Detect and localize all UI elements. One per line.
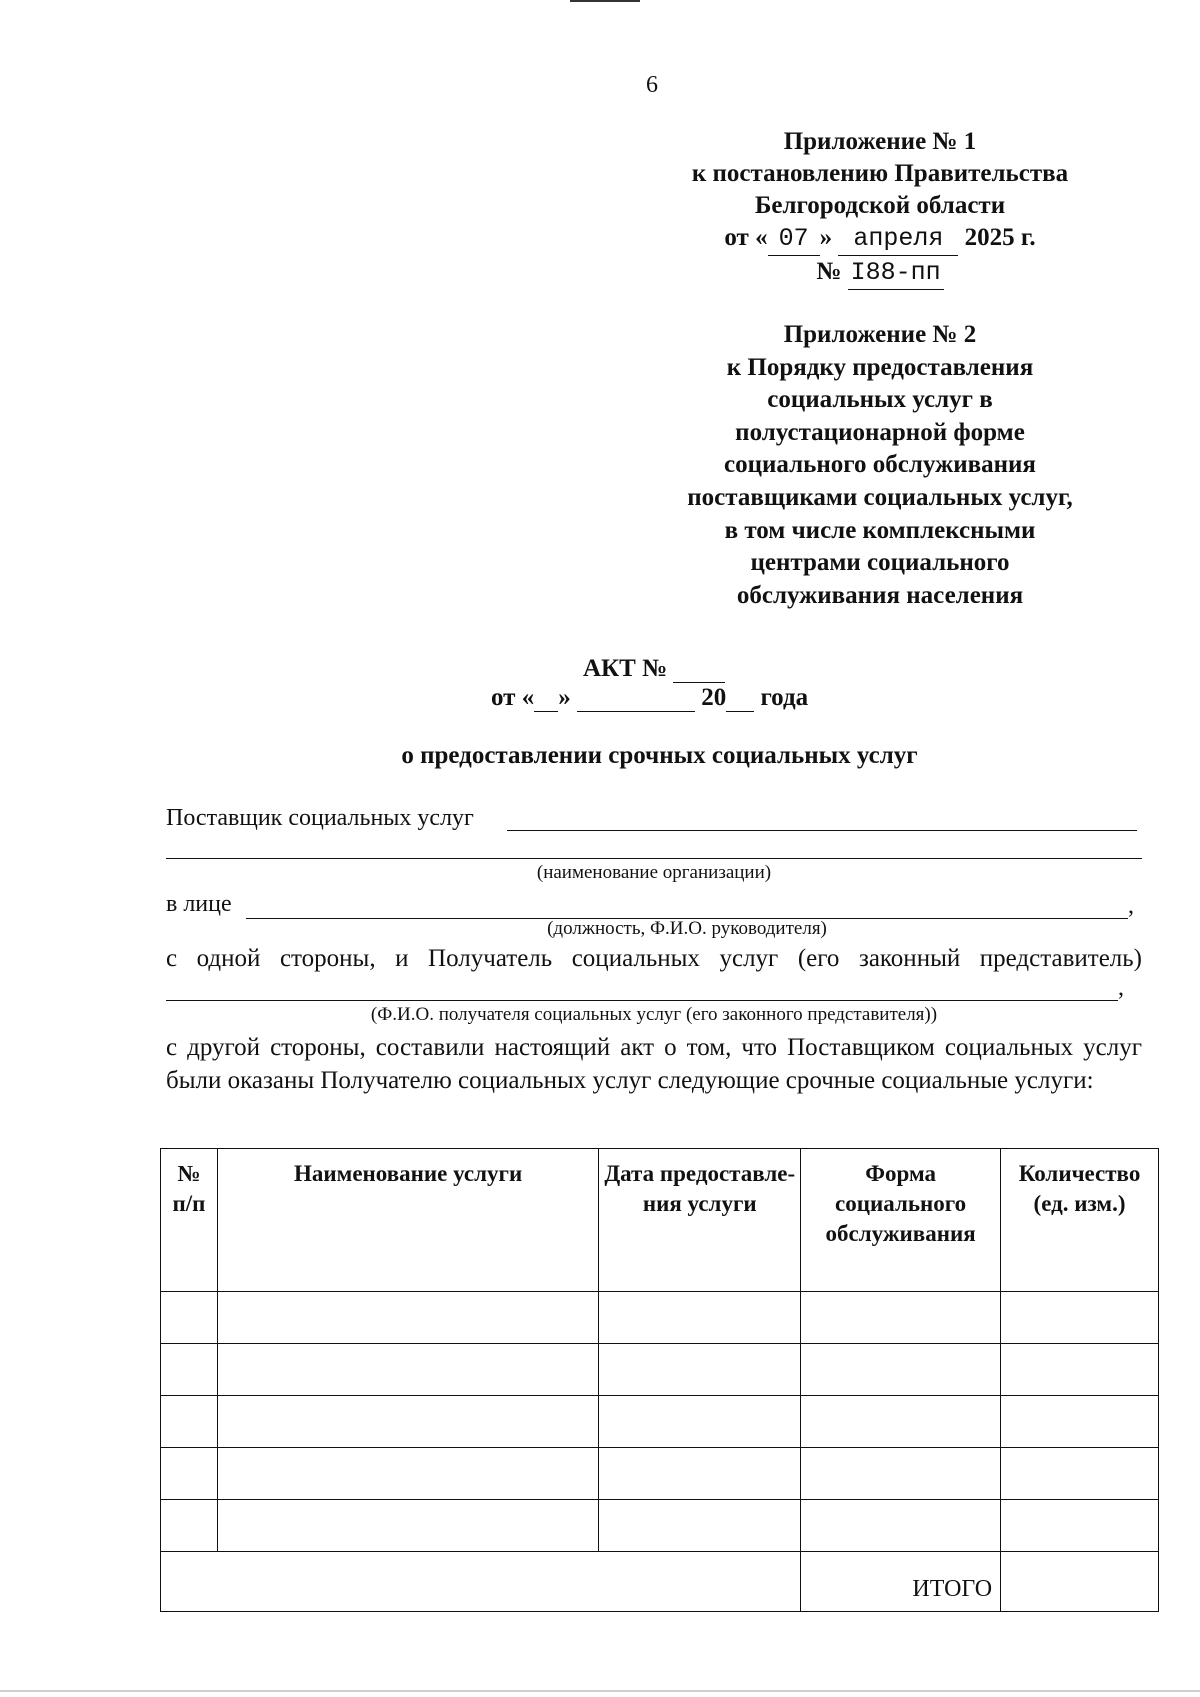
annex1-date-year: 2025 г. bbox=[964, 224, 1036, 251]
header-form: Форма социального обслуживания bbox=[801, 1149, 1001, 1292]
table-cell[interactable] bbox=[1001, 1292, 1159, 1344]
services-table bbox=[160, 1148, 1159, 1612]
act-subject: о предоставлении срочных социальных услуг bbox=[401, 742, 918, 769]
table-cell[interactable] bbox=[161, 1448, 218, 1500]
table-cell[interactable] bbox=[1001, 1396, 1159, 1448]
act-title-text: АКТ № bbox=[583, 655, 668, 682]
table-cell[interactable] bbox=[217, 1448, 598, 1500]
header-number: № п/п bbox=[161, 1149, 218, 1292]
table-cell[interactable] bbox=[801, 1396, 1001, 1448]
act-date-mid: » bbox=[558, 684, 571, 711]
annex2-line: поставщиками социальных услуг, bbox=[687, 483, 1073, 511]
org-caption: (наименование организации) bbox=[536, 862, 772, 883]
recipient-field-line bbox=[166, 970, 1118, 1001]
annex1-line3: Белгородской области bbox=[754, 192, 1006, 219]
table-cell[interactable] bbox=[217, 1292, 598, 1344]
table-cell[interactable] bbox=[1001, 1344, 1159, 1396]
annex2-block bbox=[640, 319, 1120, 612]
provider-field-line bbox=[507, 800, 1137, 831]
annex1-date-day: 07 bbox=[768, 223, 820, 256]
provider-label: Поставщик социальных услуг bbox=[166, 805, 474, 831]
table-cell[interactable] bbox=[801, 1500, 1001, 1552]
total-value-cell[interactable] bbox=[1001, 1552, 1159, 1612]
provider-field-line-2 bbox=[166, 830, 1142, 859]
person-field-line bbox=[246, 888, 1128, 919]
total-label: ИТОГО bbox=[801, 1552, 1001, 1612]
table-cell[interactable] bbox=[599, 1396, 801, 1448]
one-side-text: с одной стороны, и Получатель социальных услуг (его законный представитель) bbox=[166, 945, 1142, 972]
table-cell[interactable] bbox=[599, 1344, 801, 1396]
annex2-line: к Порядку предоставления bbox=[726, 353, 1034, 381]
annex2-line: в том числе комплексными bbox=[724, 516, 1036, 544]
annex1-number-prefix: № bbox=[816, 258, 842, 285]
annex2-line: Приложение № 2 bbox=[783, 321, 977, 348]
annex1-block bbox=[640, 126, 1120, 290]
annex1-line1: Приложение № 1 bbox=[783, 128, 977, 155]
annex2-line: полустационарной форме bbox=[735, 418, 1025, 446]
person-label: в лице bbox=[166, 891, 232, 917]
table-row bbox=[161, 1396, 1159, 1448]
table-row bbox=[161, 1292, 1159, 1344]
total-spacer-cell bbox=[161, 1552, 801, 1612]
act-date-prefix: от « bbox=[491, 684, 535, 711]
table-row bbox=[161, 1500, 1159, 1552]
act-date-year: 20 bbox=[701, 684, 727, 711]
table-cell[interactable] bbox=[217, 1344, 598, 1396]
table-row bbox=[161, 1344, 1159, 1396]
table-cell[interactable] bbox=[801, 1448, 1001, 1500]
table-cell[interactable] bbox=[801, 1292, 1001, 1344]
other-side-text: с другой стороны, составили настоящий акт о том, что Поставщиком социальных услуг были оказаны Получателю социальных услуг следующие срочные социальные услуги: bbox=[166, 1034, 1142, 1094]
page-number: 6 bbox=[646, 72, 658, 98]
recipient-comma: , bbox=[1118, 975, 1124, 1001]
scan-edge-line bbox=[0, 1690, 1200, 1692]
header-quantity: Количество (ед. изм.) bbox=[1001, 1149, 1159, 1292]
table-cell[interactable] bbox=[1001, 1500, 1159, 1552]
annex2-line: социального обслуживания bbox=[724, 451, 1036, 479]
annex2-line: центрами социального bbox=[750, 549, 1010, 577]
act-day-blank bbox=[534, 689, 558, 712]
act-number-blank bbox=[673, 660, 725, 683]
annex2-line: социальных услуг в bbox=[767, 386, 993, 414]
table-cell[interactable] bbox=[217, 1500, 598, 1552]
table-row bbox=[161, 1448, 1159, 1500]
top-edge-mark bbox=[570, 0, 640, 2]
table-cell[interactable] bbox=[801, 1344, 1001, 1396]
table-cell[interactable] bbox=[217, 1396, 598, 1448]
act-year-blank bbox=[726, 689, 754, 712]
act-month-blank bbox=[577, 689, 695, 712]
annex1-date-mid: » bbox=[819, 224, 833, 251]
table-cell[interactable] bbox=[161, 1500, 218, 1552]
table-cell[interactable] bbox=[161, 1396, 218, 1448]
annex1-date bbox=[640, 222, 1120, 256]
table-cell[interactable] bbox=[161, 1292, 218, 1344]
annex1-line2: к постановлению Правительства bbox=[691, 160, 1069, 187]
person-caption: (должность, Ф.И.О. руководителя) bbox=[547, 918, 827, 939]
annex1-number-value: I88-пп bbox=[848, 257, 944, 290]
annex1-date-prefix: от « bbox=[724, 224, 768, 251]
table-cell[interactable] bbox=[161, 1344, 218, 1396]
person-comma: , bbox=[1128, 893, 1134, 919]
table-header-row bbox=[161, 1149, 1159, 1292]
table-cell[interactable] bbox=[1001, 1448, 1159, 1500]
act-title bbox=[583, 655, 725, 683]
act-date bbox=[491, 684, 808, 712]
annex1-date-month: апреля bbox=[838, 223, 958, 256]
table-total-row bbox=[161, 1552, 1159, 1612]
table-cell[interactable] bbox=[599, 1292, 801, 1344]
header-date: Дата предоставле-ния услуги bbox=[599, 1149, 801, 1292]
header-service-name: Наименование услуги bbox=[217, 1149, 598, 1292]
act-date-suffix: года bbox=[760, 684, 809, 711]
table-cell[interactable] bbox=[599, 1448, 801, 1500]
annex2-line: обслуживания населения bbox=[736, 581, 1024, 609]
table-cell[interactable] bbox=[599, 1500, 801, 1552]
annex1-number bbox=[640, 256, 1120, 290]
recipient-caption: (Ф.И.О. получателя социальных услуг (его законного представителя)) bbox=[370, 1004, 938, 1025]
